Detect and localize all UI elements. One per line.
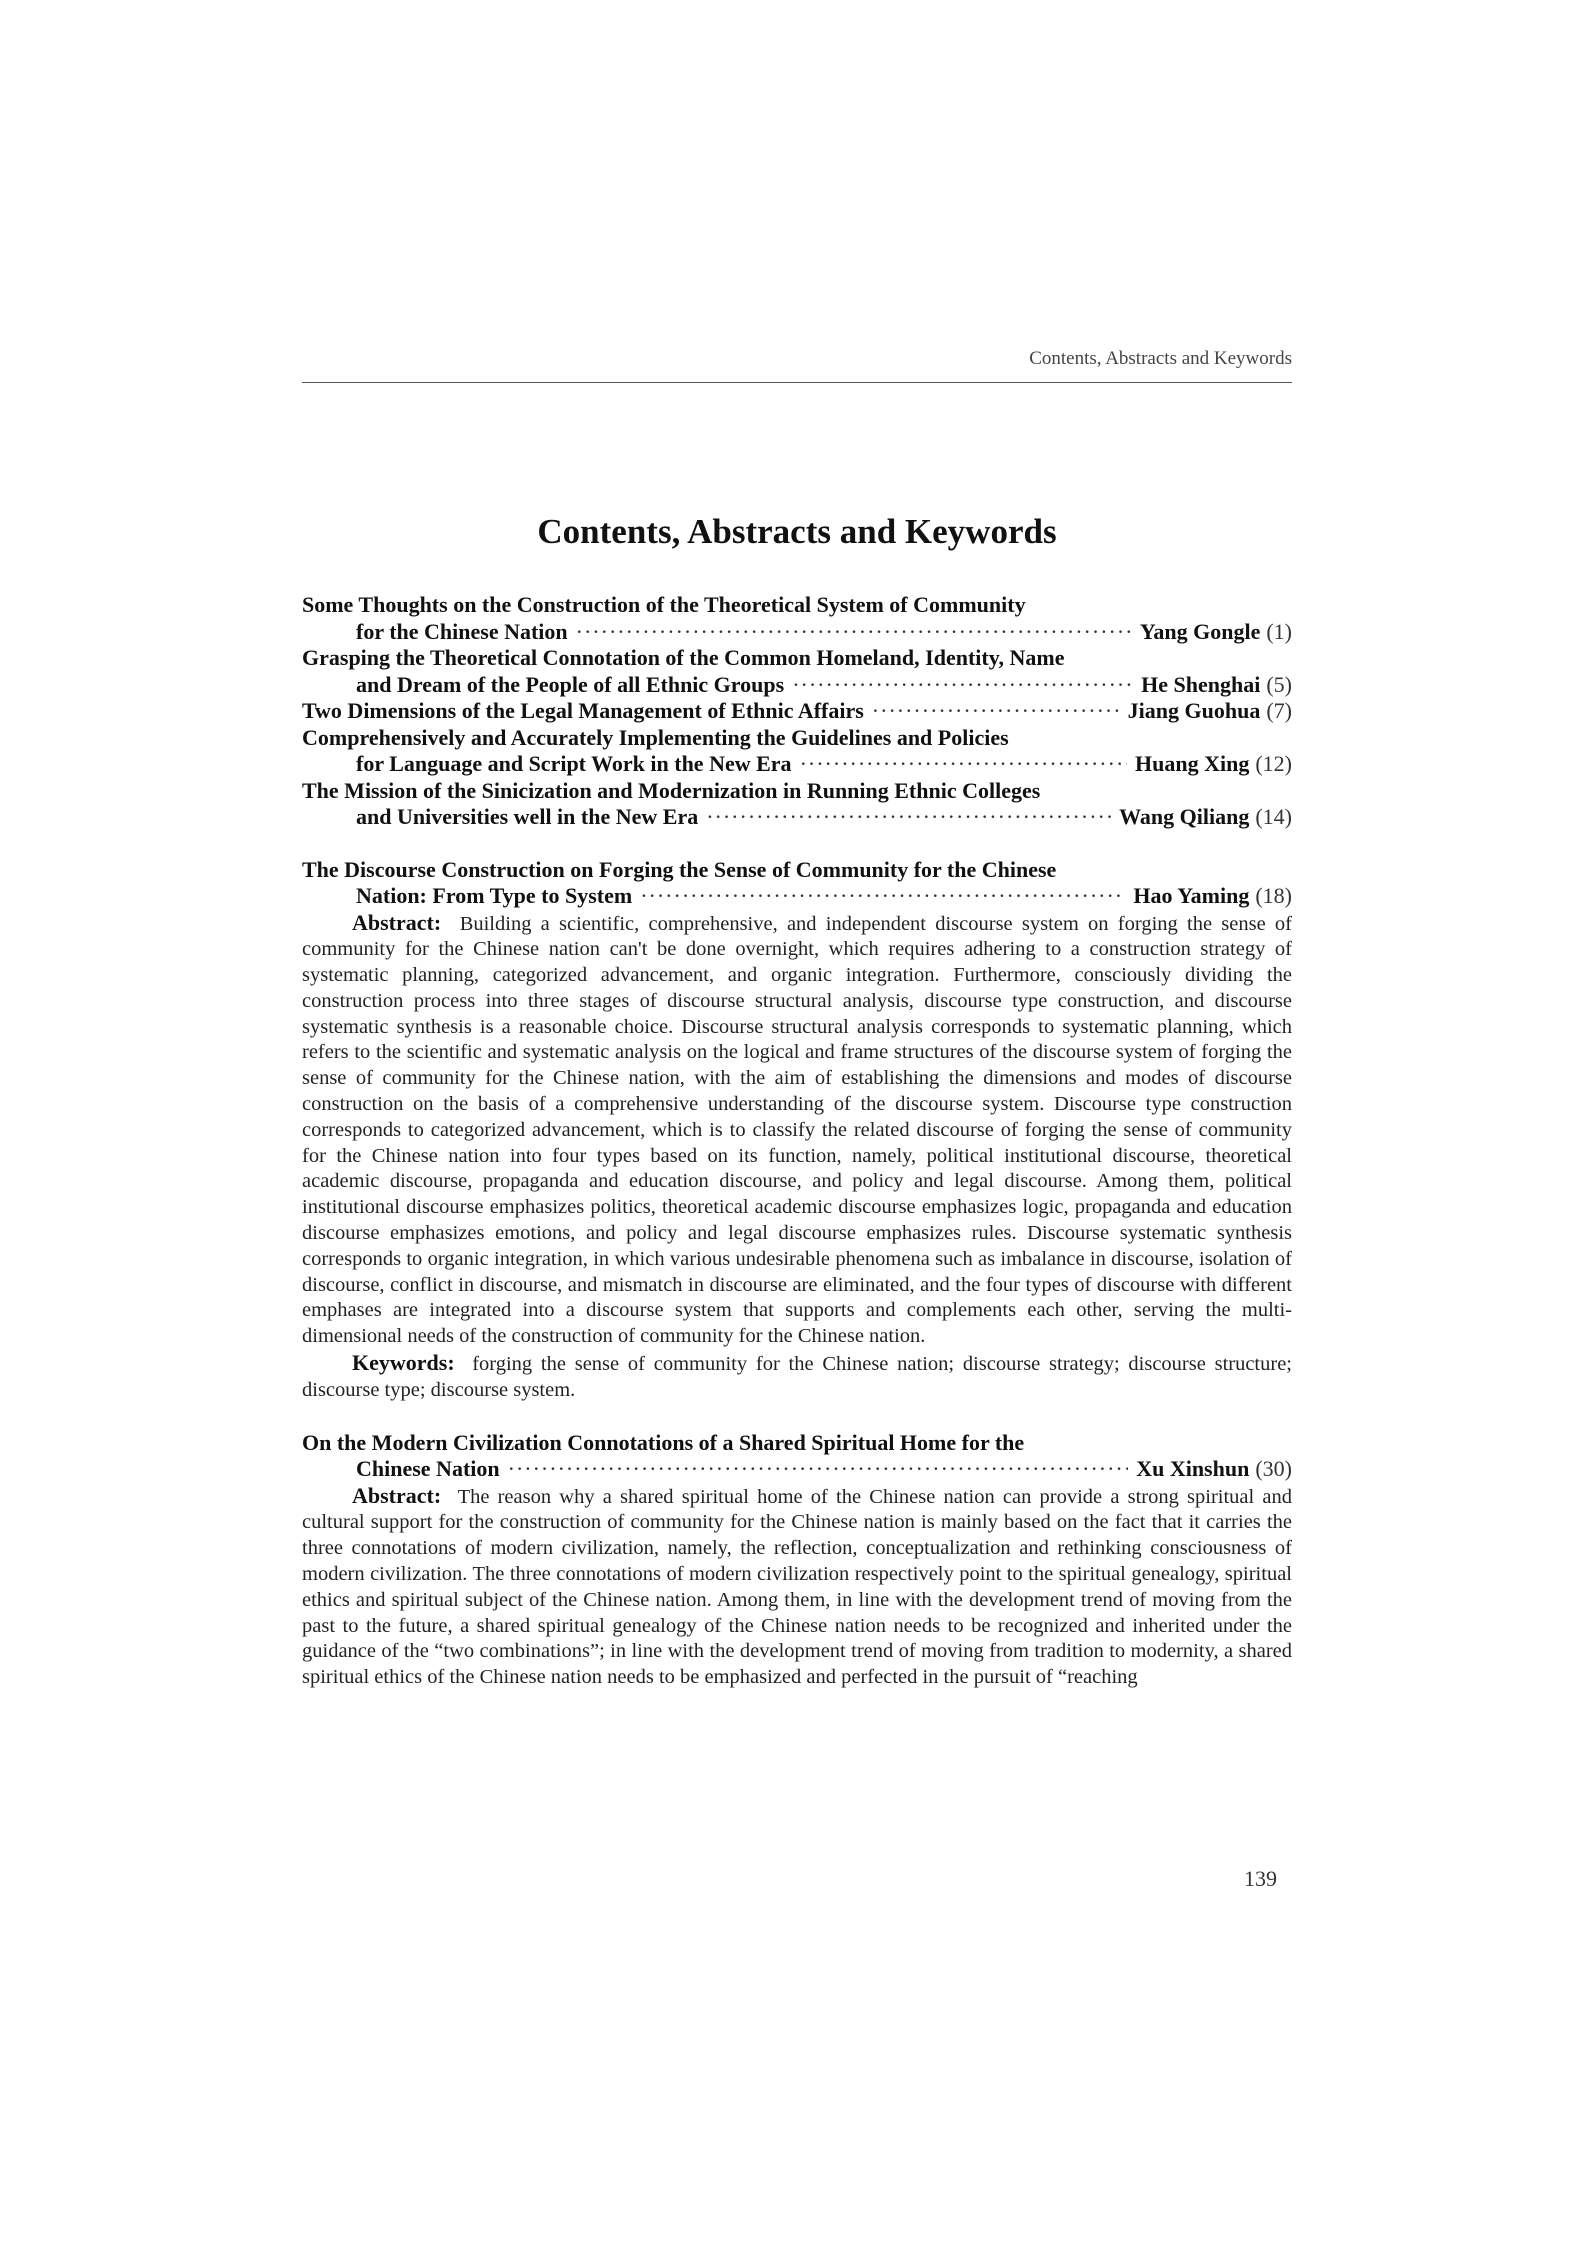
article-title-text: Chinese Nation (356, 1456, 500, 1482)
abstract-label: Abstract: (352, 909, 442, 935)
article-author: Hao Yaming (1133, 883, 1250, 908)
toc-author: Huang Xing (1135, 751, 1250, 776)
toc-title-text: and Dream of the People of all Ethnic Groups (356, 671, 785, 697)
abstract-paragraph (302, 910, 1292, 1351)
toc-title-line (302, 698, 1292, 725)
article-author: Xu Xinshun (1136, 1456, 1250, 1482)
toc-title-line (302, 619, 1292, 646)
running-header: Contents, Abstracts and Keywords (1029, 348, 1292, 369)
page-number: 139 (1244, 1866, 1277, 1891)
toc-leader-dots (800, 751, 1127, 778)
toc-title-line: Grasping the Theoretical Connotation of the Common Homeland, Identity, Name (302, 645, 1065, 670)
article-title-line (302, 883, 1292, 910)
toc-entry (302, 725, 1292, 778)
toc-page: (1) (1266, 618, 1292, 644)
section-gap (302, 831, 1292, 857)
toc-title-line (302, 672, 1292, 699)
article-page: (30) (1255, 1456, 1292, 1482)
keywords-label: Keywords: (352, 1350, 455, 1376)
toc-author: He Shenghai (1141, 671, 1261, 697)
toc-leader-dots (508, 1456, 1129, 1483)
toc-title-text: for Language and Script Work in the New Era (356, 751, 792, 776)
abstract-text: The reason why a shared spiritual home of the Chinese nation can provide a strong spiritual and cultural support for the construction of community for the Chinese nation is mainly based on the fact that it carries the three connotations of modern civilization, namely, the reflection, conceptualization and rethinking consciousness of modern civilization. The three connotations of modern civilization respectively point to the spiritual genealogy, spiritual ethics and spiritual subject of the Chinese nation. Among them, in line with the development trend of moving from the past to the future, a shared spiritual genealogy of the Chinese nation needs to be recognized and inherited under the guidance of the “two combinations”; in line with the development trend of moving from tradition to modernity, a shared spiritual ethics of the Chinese nation needs to be emphasized and perfected in the pursuit of “reaching (302, 1485, 1292, 1689)
toc-entry (302, 778, 1292, 831)
toc-leader-dots (576, 619, 1132, 646)
article-title-line: The Discourse Construction on Forging the Sense of Community for the Chinese (302, 856, 1057, 882)
abstract-text: Building a scientific, comprehensive, and independent discourse system on forging the sense of community for the Chinese nation can't be done overnight, which requires adhering to a construction strategy of systematic planning, categorized advancement, and organic integration. Furthermore, consciously dividing the construction process into three stages of discourse structural analysis, discourse type construction, and discourse systematic synthesis is a reasonable choice. Discourse structural analysis corresponds to systematic planning, which refers to the scientific and systematic analysis on the logical and frame structures of the discourse system of forging the sense of community for the Chinese nation, with the aim of establishing the dimensions and modes of discourse construction on the basis of a comprehensive understanding of the discourse system. Discourse type construction corresponds to categorized advancement, which is to classify the related discourse of forging the sense of community for the Chinese nation into four types based on its function, namely, political institutional discourse, theoretical academic discourse, propaganda and education discourse, and policy and legal discourse. Among them, political institutional discourse emphasizes politics, theoretical academic discourse emphasizes logic, propaganda and education discourse emphasizes emotions, and policy and legal discourse emphasizes rules. Discourse systematic synthesis corresponds to organic integration, in which various undesirable phenomena such as imbalance in discourse, isolation of discourse, conflict in discourse, and mismatch in discourse are eliminated, and the four types of discourse with different emphases are integrated into a discourse system that supports and complements each other, serving the multi-dimensional needs of the construction of community for the Chinese nation. (302, 912, 1293, 1348)
abstract-label: Abstract: (352, 1482, 442, 1508)
toc-leader-dots (872, 698, 1120, 725)
page-title: Contents, Abstracts and Keywords (537, 512, 1057, 551)
toc-page: (7) (1266, 698, 1292, 723)
section-gap (302, 1404, 1292, 1430)
toc-title-line (302, 804, 1292, 831)
toc-author: Wang Qiliang (1119, 804, 1250, 829)
toc-page: (5) (1266, 671, 1292, 697)
article (302, 1430, 1292, 1691)
article (302, 857, 1292, 1404)
header-rule (302, 382, 1292, 383)
toc-entry (302, 698, 1292, 725)
toc-author: Jiang Guohua (1127, 698, 1261, 723)
toc-entry (302, 645, 1292, 698)
abstract-paragraph (302, 1483, 1292, 1691)
keywords-paragraph (302, 1350, 1292, 1404)
toc-leader-dots (792, 672, 1133, 699)
toc-leader-dots (706, 804, 1111, 831)
article-page: (18) (1255, 883, 1292, 908)
toc-title-line: The Mission of the Sinicization and Modernization in Running Ethnic Colleges (302, 777, 1041, 803)
toc-page: (12) (1255, 751, 1292, 776)
content (302, 592, 1292, 1691)
toc-title-text: for the Chinese Nation (356, 618, 568, 644)
toc-title-text: and Universities well in the New Era (356, 804, 699, 829)
toc-title-text: Two Dimensions of the Legal Management of Ethnic Affairs (302, 698, 864, 723)
article-title-text: Nation: From Type to System (356, 883, 633, 908)
toc-leader-dots (640, 883, 1125, 910)
toc-page: (14) (1255, 804, 1292, 829)
keywords-text: forging the sense of community for the Chinese nation; discourse strategy; discourse structure; discourse type; discourse system. (302, 1353, 1293, 1401)
toc-author: Yang Gongle (1139, 618, 1261, 644)
article-title-line (302, 1456, 1292, 1483)
toc-title-line: Some Thoughts on the Construction of the Theoretical System of Community (302, 592, 1026, 617)
article-title-line: On the Modern Civilization Connotations of a Shared Spiritual Home for the (302, 1429, 1025, 1455)
toc-entry (302, 592, 1292, 645)
toc-title-line (302, 751, 1292, 778)
toc-title-line: Comprehensively and Accurately Implementing the Guidelines and Policies (302, 724, 1009, 750)
